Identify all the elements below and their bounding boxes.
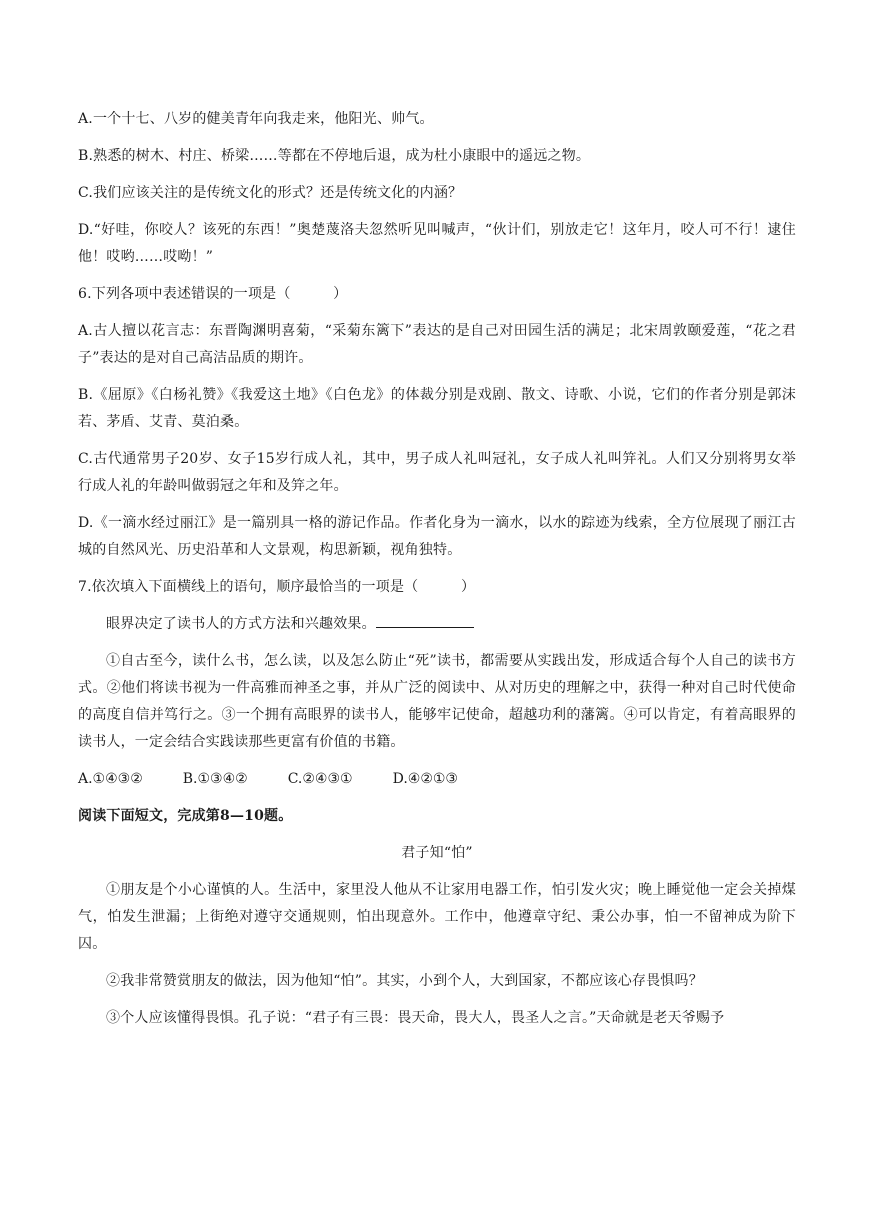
- q7-passage: ①自古至今，读什么书，怎么读，以及怎么防止“死”读书，都需要从实践出发，形成适合每个人自己的读书方式。②他们将读书视为一件高雅而神圣之事，并从广泛的阅读中、从对历史的理解之中，获得一种对自己时代使命的高度自信并笃行之。③一个拥有高眼界的读书人，能够牢记使命，超越功利的藩篱。④可以肯定，有着高眼界的读书人，一定会结合实践读那些更富有价值的书籍。: [78, 653, 796, 750]
- answer-blank: [376, 611, 474, 628]
- q7-options: [78, 766, 796, 793]
- q7-option-a: A.①④③②: [78, 771, 143, 787]
- q7-option-c: C.②④③①: [287, 771, 353, 787]
- reading-title: 君子知“怕”: [401, 845, 473, 861]
- q6-option-c: C.古代通常男子20岁、女子15岁行成人礼，其中，男子成人礼叫冠礼，女子成人礼叫笄礼。人们又分别将男女举行成人礼的年龄叫做弱冠之年和及笄之年。: [78, 451, 796, 494]
- q5-option-c: C.我们应该关注的是传统文化的形式？还是传统文化的内涵？: [78, 185, 463, 201]
- reading-instruction: 阅读下面短文，完成第8—10题。: [78, 808, 293, 824]
- reading-paragraph-1: ①朋友是个小心谨慎的人。生活中，家里没人他从不让家用电器工作，怕引发火灾；晚上睡觉他一定会关掉煤气，怕发生泄漏；上街绝对遵守交通规则，怕出现意外。工作中，他遵章守纪、秉公办事，怕一不留神成为阶下囚。: [78, 882, 796, 952]
- q7-lead: [78, 611, 796, 638]
- q6-option-a: A.古人擅以花言志：东晋陶渊明喜菊，“采菊东篱下”表达的是自己对田园生活的满足；北宋周敦颐爱莲，“花之君子”表达的是对自己高洁品质的期许。: [78, 323, 796, 366]
- q7-stem: 7.依次填入下面横线上的语句，顺序最恰当的一项是（ ）: [78, 579, 476, 595]
- q6-option-b: B.《屈原》《白杨礼赞》《我爱这土地》《白色龙》的体裁分别是戏剧、散文、诗歌、小说，它们的作者分别是郭沫若、茅盾、艾青、莫泊桑。: [78, 387, 796, 430]
- q7-option-d: D.④②①③: [392, 771, 458, 787]
- q7-option-b: B.①③④②: [182, 771, 248, 787]
- document-page: [78, 106, 796, 1042]
- q6-option-d: D.《一滴水经过丽江》是一篇别具一格的游记作品。作者化身为一滴水，以水的踪迹为线索，全方位展现了丽江古城的自然风光、历史沿革和人文景观，构思新颖，视角独特。: [78, 515, 796, 558]
- q7-lead-text: 眼界决定了读书人的方式方法和兴趣效果。: [106, 616, 376, 632]
- q6-stem: 6.下列各项中表述错误的一项是（ ）: [78, 286, 348, 302]
- reading-paragraph-3: ③个人应该懂得畏惧。孔子说：“君子有三畏：畏天命，畏大人，畏圣人之言。”天命就是老天爷赐予: [106, 1010, 725, 1026]
- q5-option-d: D.“好哇，你咬人？该死的东西！”奥楚蔑洛夫忽然听见叫喊声，“伙计们，别放走它！这年月，咬人可不行！逮住他！哎哟……哎呦！”: [78, 222, 796, 265]
- q5-option-b: B.熟悉的树木、村庄、桥梁……等都在不停地后退，成为杜小康眼中的遥远之物。: [78, 148, 591, 164]
- reading-paragraph-2: ②我非常赞赏朋友的做法，因为他知“怕”。其实，小到个人，大到国家，不都应该心存畏惧吗？: [106, 973, 703, 989]
- q5-option-a: A.一个十七、八岁的健美青年向我走来，他阳光、帅气。: [78, 111, 434, 127]
